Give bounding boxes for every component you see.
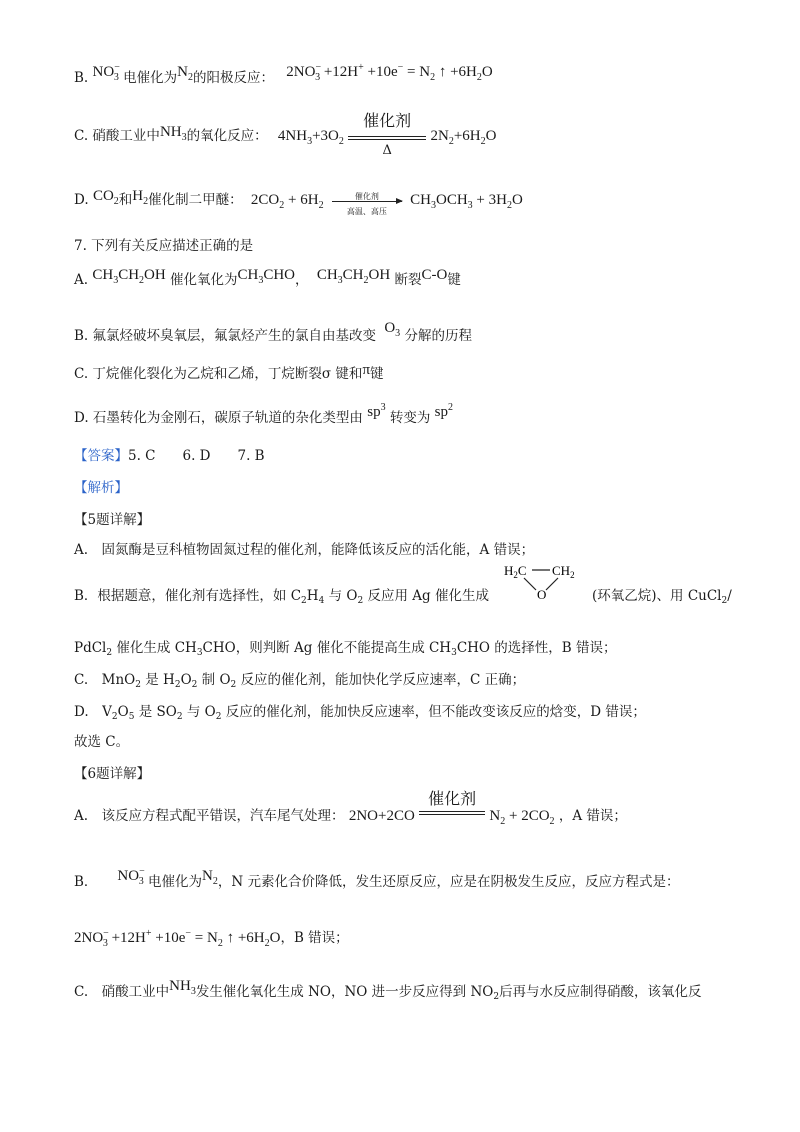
q6-detail-heading: 【6题详解】 (74, 766, 151, 782)
q5-detail-heading: 【5题详解】 (74, 512, 151, 528)
q6-explain-a: A. 该反应方程式配平错误，汽车尾气处理： 2NO+2CO 催化剂 $N_2 + 2CO_2$ ，A 错误； (74, 788, 627, 827)
answer-line: 【答案】5. C 6. D 7. B (74, 448, 265, 464)
q7-option-a: A. $CH_3CH_2OH$ 催化氧化为$CH_3CHO$， $CH_3CH_2OH$ 断裂C-O键 (74, 267, 461, 288)
svg-text:CH2: $CH_2$ (552, 563, 575, 580)
svg-text:H2C: $H_2C$ (504, 563, 527, 580)
svg-text:O: O (537, 587, 547, 602)
q6c-reaction-condition: 催化剂 Δ (348, 127, 426, 147)
q6-option-c: C. 硝酸工业中$NH_3$的氧化反应： $4NH_3+3O_2$ 催化剂 Δ $2N_2+6H_2O$ (74, 110, 497, 158)
q5-explain-d: D. $V_2O_5$ 是 $SO_2$ 与 $O_2$ 反应的催化剂，能加快反应速率，但不能改变该反应的焓变，D 错误； (74, 704, 646, 722)
ethylene-oxide-structure (500, 560, 580, 606)
q7-stem: 7. 下列有关反应描述正确的是 (74, 238, 254, 254)
q6-option-b: B. $NO^-_3$ 电催化为$N_2$的阳极反应： $2NO^-_3 +12H^+ +10e^- = N_2$ ↑ $+6H_2O$ (74, 62, 493, 86)
q5-explain-b: B．根据题意，催化剂有选择性，如 $C_2H_4$ 与 $O_2$ 反应用 Ag 催化生成 (74, 588, 489, 606)
q6-explain-c: C. 硝酸工业中$NH_3$发生催化氧化生成 NO，NO 进一步反应得到 $NO_2$后再与水反应制得硝酸，该氧化反 (74, 978, 702, 1002)
q5-explain-b-tail: (环氧乙烷)、用 CuCl$_2$/ (592, 588, 732, 606)
q7-option-b: B. 氟氯烃破坏臭氧层，氟氯烃产生的氯自由基改变 $O_3$ 分解的历程 (74, 320, 472, 344)
q5-explain-a: A. 固氮酶是豆科植物固氮过程的催化剂，能降低该反应的活化能，A 错误； (74, 542, 535, 558)
analysis-label: 【解析】 (74, 480, 128, 496)
q5-explain-c: C. MnO$_2$ 是 $H_2O_2$ 制 $O_2$ 反应的催化剂，能加快化学反应速率，C 正确； (74, 672, 526, 690)
q7-option-d: D. 石墨转化为金刚石，碳原子轨道的杂化类型由 $sp^3$ 转变为 $sp^2$ (74, 402, 454, 426)
q6d-reaction-arrow: 催化剂 高温、高压 (332, 191, 402, 211)
q6-explain-b: B． $NO^-_3$ 电催化为$N_2$，N 元素化合价降低，发生还原反应，应是在阴极发生反应，反应方程式是： (74, 866, 680, 890)
q7-option-c: C. 丁烷催化裂化为乙烷和乙烯，丁烷断裂σ 键和π键 (74, 362, 384, 382)
q5-explain-b-line2: PdCl$_2$ 催化生成 $CH_3CHO$，则判断 Ag 催化不能提高生成 $CH_3CHO$ 的选择性，B 错误； (74, 640, 617, 658)
q6-explain-b-equation: $2NO^-_3 +12H^+ +10e^- = N_2$ ↑ $+6H_2O$，B 错误； (74, 928, 349, 949)
q6-option-d: D. $CO_2$和$H_2$催化制二甲醚： $2CO_2 + 6H_2$ 催化剂 高温、高压 $CH_3OCH_3 + 3H_2O$ (74, 188, 523, 216)
q5-conclusion: 故选 C。 (74, 734, 130, 750)
